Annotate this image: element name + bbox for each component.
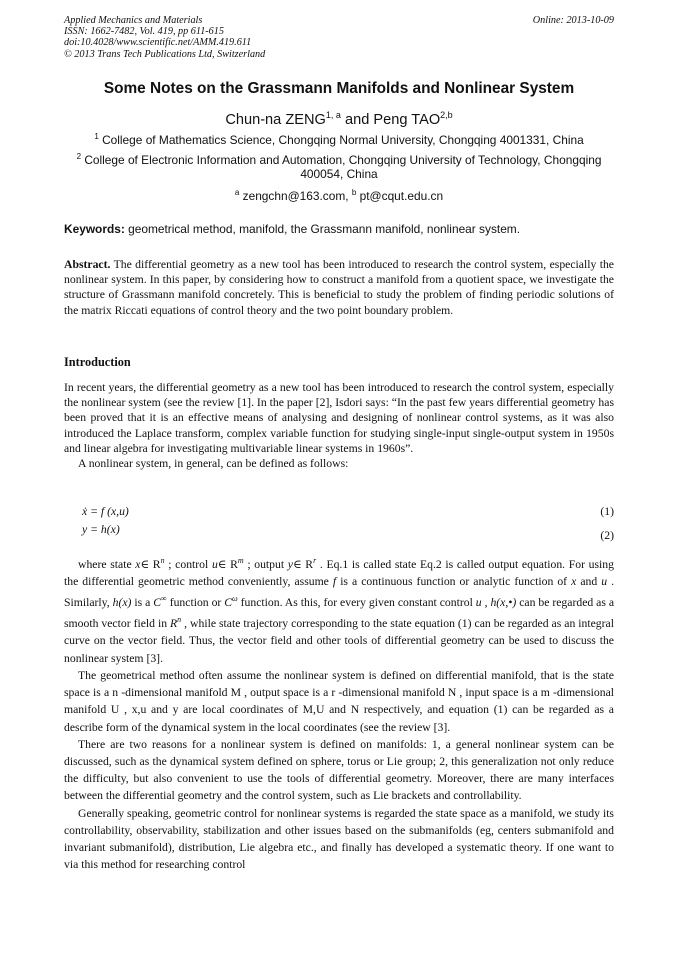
- email-a: zengchn@163.com,: [239, 188, 352, 203]
- math-u: u: [211, 557, 218, 571]
- equation-1-number: (1): [600, 505, 614, 518]
- section-heading-introduction: Introduction: [64, 355, 131, 369]
- text-run: function. As this, for every given constant control: [237, 596, 476, 610]
- intro-body: [64, 552, 614, 873]
- abstract-label: Abstract.: [64, 258, 111, 271]
- text-run: can be regarded as a smooth vector field in: [64, 596, 615, 631]
- author-and: and: [340, 111, 374, 128]
- intro-paragraph-2: A nonlinear system, in general, can be defined as follows:: [78, 457, 349, 471]
- intro-paragraph-3: [64, 552, 614, 667]
- text-run: . Eq.1 is called state Eq.2 is called output equation. For using the differential geometric method conveniently, assume: [64, 557, 614, 589]
- intro-paragraph-5: There are two reasons for a nonlinear system is defined on manifolds: 1, a general nonlinear system can be discussed, such as the dynamical system defined on sphere, torus or Lie group; 2, this generalization not only reduce the difficulty, but also convenient to use the tools of differential geometry. Moreover, there are many interfaces between the differential geometry and the control system, such as Lie brackets and controllability.: [64, 737, 614, 803]
- journal-name: Applied Mechanics and Materials: [64, 15, 203, 26]
- math-sup-r: r: [313, 556, 317, 565]
- paper-title: Some Notes on the Grassmann Manifolds and Nonlinear System: [103, 80, 575, 97]
- equation-1: [82, 504, 614, 519]
- abstract: [64, 257, 614, 318]
- text-run: ; output: [243, 557, 288, 571]
- equation-2-expression: y = h(x): [82, 523, 120, 536]
- math-in-R: ∈ R: [217, 557, 238, 571]
- equation-2: [82, 522, 614, 542]
- equation-1-expression: ẋ = f (x,u): [82, 505, 129, 518]
- author-emails: [40, 186, 638, 203]
- text-run: ; control: [164, 557, 212, 571]
- math-sup-m: m: [237, 556, 244, 565]
- math-sup-n: n: [160, 556, 165, 565]
- keywords: [64, 222, 616, 236]
- math-hx: h(x): [112, 596, 132, 610]
- math-C: C: [153, 596, 162, 610]
- affiliation-2-text: College of Electronic Information and Automation, Chongqing University of Technology, Chongqing 400054, China: [81, 152, 602, 182]
- math-y: y: [287, 557, 293, 571]
- text-run: and: [576, 575, 602, 589]
- math-x: x: [571, 575, 577, 589]
- intro-paragraph-4: The geometrical method often assume the nonlinear system is defined on differential manifold, that is the state space is a n -dimensional manifold M , output space is a r -dimensional manifold N , input space is a m -dimensional manifold U , x,u and y are local coordinates of M,U and N respectively, and equation (1) can be regarded as a describe form of the dynamical system in the local coordinates (see the review [3].: [64, 668, 614, 734]
- math-C: C: [224, 596, 233, 610]
- affiliation-1: [64, 130, 614, 147]
- affiliation-1-sup: 1: [94, 132, 99, 141]
- author-1-sup: 1, a: [325, 110, 341, 120]
- copyright-line: © 2013 Trans Tech Publications Ltd, Switzerland: [64, 48, 266, 60]
- math-f: f: [332, 575, 337, 589]
- intro-paragraph-6: Generally speaking, geometric control for nonlinear systems is regarded the state space as a manifold, we study its controllability, observability, stabilization and other issues based on the submanifolds (eg, centers submanifold and invariant submanifold), distribution, Lie algebra etc., and finally has developed a systematic theory. If one want to via this method for researching control: [64, 806, 614, 872]
- text-run: function or: [166, 596, 225, 610]
- issn-line: ISSN: 1662-7482, Vol. 419, pp 611-615: [64, 26, 224, 38]
- affiliation-2: [64, 150, 614, 182]
- author-2-sup: 2,b: [440, 110, 453, 120]
- doi-line: doi:10.4028/www.scientific.net/AMM.419.611: [64, 37, 252, 49]
- online-date: Online: 2013-10-09: [532, 15, 614, 26]
- math-sup-n: n: [177, 615, 182, 625]
- math-sup-omega: ω: [232, 594, 238, 604]
- author-line: [40, 106, 638, 129]
- text-run: is a continuous function or analytic function of: [336, 575, 572, 589]
- text-run: ,: [481, 596, 491, 610]
- email-b: pt@cqut.edu.cn: [356, 188, 444, 203]
- math-in-R: ∈ R: [140, 557, 161, 571]
- email-a-sup: a: [234, 188, 240, 197]
- keywords-text: geometrical method, manifold, the Grassmann manifold, nonlinear system.: [124, 222, 521, 236]
- math-x: x: [135, 557, 141, 571]
- math-hx-dot: h(x,•): [490, 596, 517, 610]
- abstract-text: The differential geometry as a new tool has been introduced to research the control system, especially the nonlinear system. In this paper, by considering how to construct a manifold from a quotient space, we investigate the structure of Grassmann manifold concretely. This is beneficial to study the problem of finding periodic solutions of the matrix Riccati equations of control theory and the two point boundary problem.: [64, 258, 614, 317]
- text-run: , while state trajectory corresponding to the state equation (1) can be regarded as an integral curve on the vector field. Thus, the vector field and other tools of differential geometry can be used to discuss the nonlinear system [3].: [64, 617, 614, 665]
- math-in-R: ∈ R: [292, 557, 314, 571]
- text-run: . Similarly,: [64, 575, 615, 610]
- keywords-label: Keywords:: [64, 222, 125, 236]
- math-u: u: [475, 596, 482, 610]
- author-2-name: Peng TAO: [373, 111, 441, 128]
- equation-2-number: (2): [600, 529, 614, 542]
- text-run: where state: [78, 557, 136, 571]
- math-R: R: [170, 617, 178, 631]
- author-1-name: Chun-na ZENG: [225, 111, 326, 128]
- journal-header: [64, 15, 265, 60]
- math-u: u: [601, 575, 608, 589]
- affiliation-2-sup: 2: [76, 152, 82, 161]
- affiliation-1-text: College of Mathematics Science, Chongqing Normal University, Chongqing 4001331, China: [98, 132, 584, 147]
- intro-paragraph-1: In recent years, the differential geometry as a new tool has been introduced to research the control system, especially the nonlinear system (see the review [1]. In the paper [2], Isdori says: “In the past few years differential geometry has been proved that it is an effective means of analysing and designing of nonlinear control systems, as it was also introduced the Laplace transform, complex variable function for studying single-input single-output system in 1950s and linear algebra for investigating multivariable linear systems in 1960s”.: [64, 381, 614, 455]
- math-sup-infinity: ∞: [161, 594, 167, 604]
- intro-paragraph-1-block: [64, 380, 614, 471]
- email-b-sup: b: [351, 188, 357, 197]
- text-run: is a: [131, 596, 154, 610]
